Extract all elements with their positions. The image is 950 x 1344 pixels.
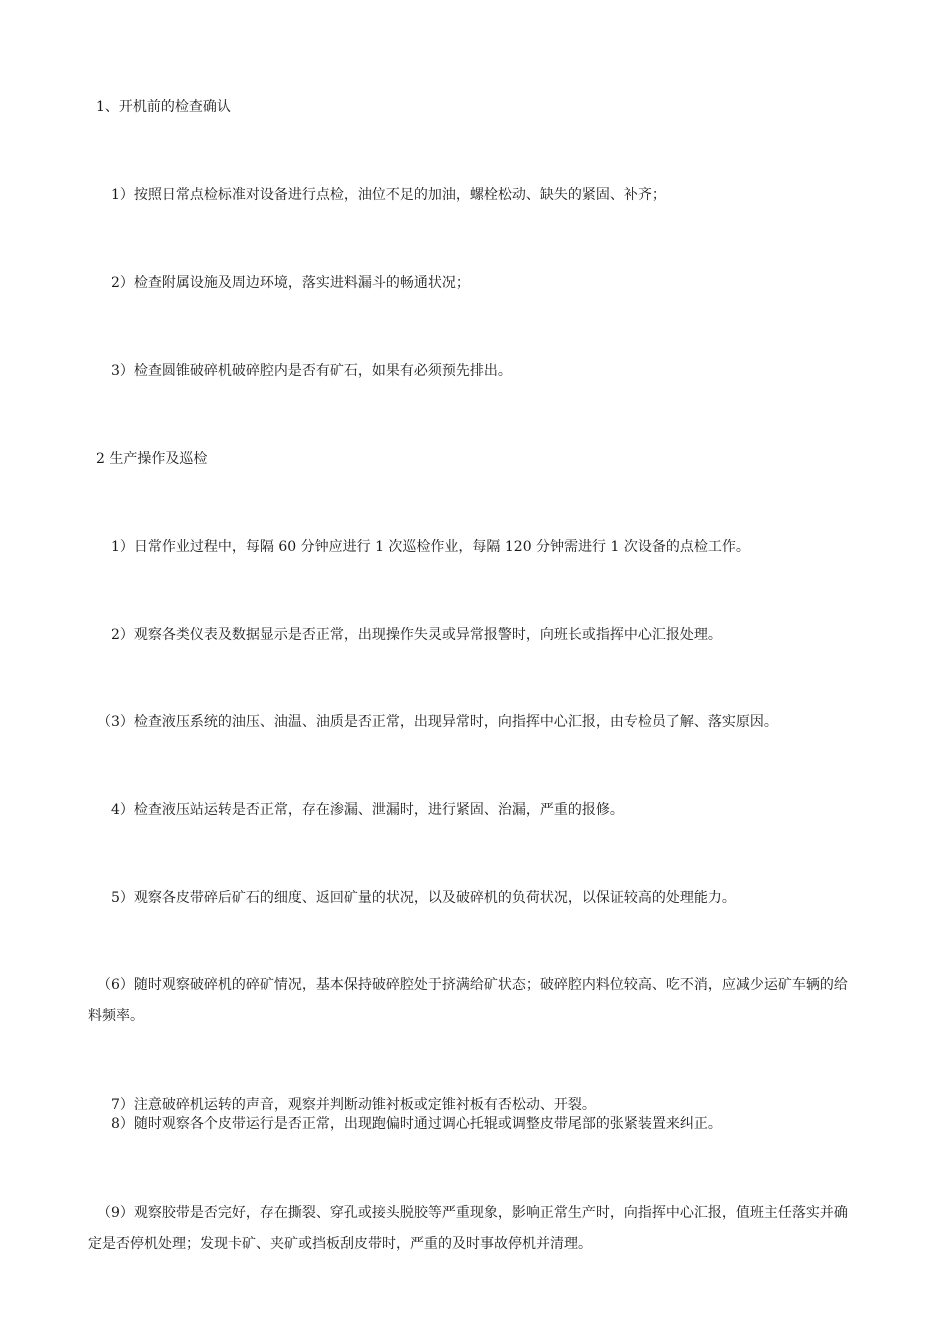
section-2-item-5: 5）观察各皮带碎后矿石的细度、返回矿量的状况，以及破碎机的负荷状况，以保证较高的处理能力。 [111,890,736,906]
section-1-item-2: 2）检查附属设施及周边环境，落实进料漏斗的畅通状况； [111,275,470,291]
section-2-item-8: 8）随时观察各个皮带运行是否正常，出现跑偏时通过调心托辊或调整皮带尾部的张紧装置来纠正。 [111,1116,722,1132]
section-2-item-6: （6）随时观察破碎机的碎矿情况，基本保持破碎腔处于挤满给矿状态；破碎腔内料位较高、吃不消，应减少运矿车辆的给料频率。 [88,977,848,1024]
section-1-item-3: 3）检查圆锥破碎机破碎腔内是否有矿石，如果有必须预先排出。 [111,363,512,379]
section-1-item-1: 1）按照日常点检标准对设备进行点检，油位不足的加油，螺栓松动、缺失的紧固、补齐； [111,187,666,203]
section-2-item-1: 1）日常作业过程中，每隔 60 分钟应进行 1 次巡检作业，每隔 120 分钟需进行 1 次设备的点检工作。 [111,539,750,555]
section-2-item-3: （3）检查液压系统的油压、油温、油质是否正常，出现异常时，向指挥中心汇报，由专检员了解、落实原因。 [97,714,778,730]
section-2-item-9: （9）观察胶带是否完好，存在撕裂、穿孔或接头脱胶等严重现象，影响正常生产时，向指挥中心汇报，值班主任落实并确定是否停机处理；发现卡矿、夹矿或挡板刮皮带时，严重的及时事故停机并清理。 [88,1205,848,1252]
section-2-heading: 2 生产操作及巡检 [96,451,208,467]
section-2-item-4: 4）检查液压站运转是否正常，存在渗漏、泄漏时，进行紧固、治漏，严重的报修。 [111,802,624,818]
section-2-item-2: 2）观察各类仪表及数据显示是否正常，出现操作失灵或异常报警时，向班长或指挥中心汇报处理。 [111,627,722,643]
section-1-heading: 1、开机前的检查确认 [96,99,231,115]
section-2-item-7: 7）注意破碎机运转的声音，观察并判断动锥衬板或定锥衬板有否松动、开裂。 [111,1097,596,1113]
